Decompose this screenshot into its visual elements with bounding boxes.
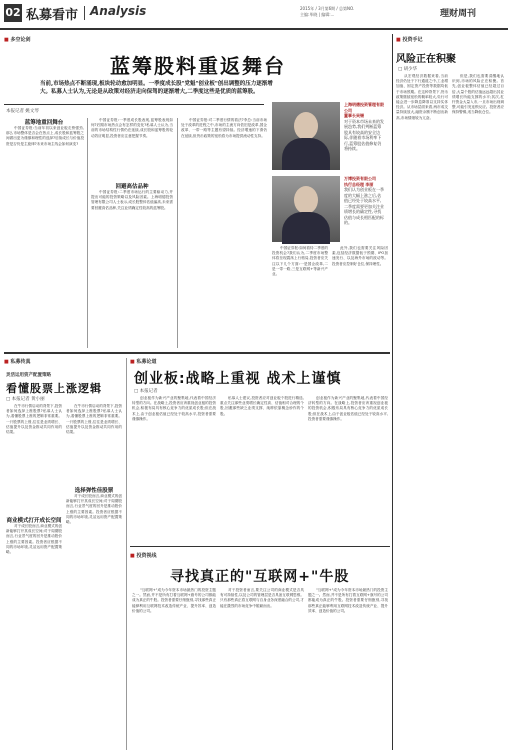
- bottom-middle-headline: 创业板:战略上重视 战术上谨慎: [134, 371, 342, 387]
- bottom-left-column-10-text: 在牛市行情启动的背景下,投资者如何选择上涨股票?私募人士认为,看懂股票上涨的逻辑非常重要。一只股票的上涨,往往是业绩增长、估值提升以及资金推动共同作用的结果。: [66, 404, 122, 435]
- issue-info: [300, 6, 354, 18]
- mid-column-5-text: 中国证券报:如何看待二季度的投资机会?我们认为,二季度市场整体将呈现震荡上行格局,投资者应关注以下几个方面:一是国企改革,二是一带一路,三是互联网+等新兴产业。: [272, 246, 328, 277]
- lead-rule: [4, 104, 264, 105]
- bottom-middle-column-11-text: 创业板作为新兴产业的聚集地,代表着中国经济转型的方向。在战略上,投资者应该重视创业板的投资机会,积极布局具有核心竞争力的优质成长股;但在战术上,由于创业板估值已经处于较高水平,投资者需要谨慎操作。: [132, 396, 216, 421]
- profile-caption-2: [276, 176, 384, 226]
- bottom-investing-column-14b: [308, 588, 388, 746]
- mid-column-5: [272, 246, 328, 348]
- lead-headline: 蓝筹股料重返舞台: [110, 54, 286, 78]
- section-rule: [4, 352, 390, 354]
- lead-column-3-text: 中国证券报:二季度市场运行的主要驱动力,并提出可能的投资策略以及风险因素。上海明德投资管理有限公司人士表示,成长股整体估值偏高,未来需要回避高估品种,关注业绩确定性较高的蓝筹股。: [91, 190, 173, 210]
- bottom-investing-column-14: [220, 588, 304, 746]
- lead-column-4: [181, 118, 267, 348]
- section-title-en: Analysis: [90, 4, 147, 18]
- bottom-investing-column-14-text: 对于投资者而言,要关注公司的商业模式是否具有可持续性,以及公司的管理层是否具备互联网思维。只有那些真正将互联网与自身业务深度融合的公司,才能在激烈的市场竞争中脱颖而出。: [220, 588, 304, 608]
- lead-column-1: [6, 126, 84, 348]
- bottom-left-byline: □ 本报记者 黄小丽: [6, 397, 45, 402]
- right-column-8-text: 但是,我们也需要清醒地认识到,市场的风险正在积聚。首先,创业板整体估值已经超过百倍,大量个股的估值远远超出其业绩增长所能支撑的水平;其次,杠杆资金大量入市,一旦市场出现调整,可能引发连锁反应。投资者应保持警惕,适当降低仓位。: [452, 74, 504, 115]
- column-divider: [177, 118, 178, 348]
- profile-quote-2: 我们认为创业板在一季度的大幅上涨之后,估值已经处于较高水平,二季度需要更加关注业绩增长的确定性,寻找估值与成长相匹配的标的。: [344, 187, 384, 225]
- bottom-left-column-9-text: 在牛市行情启动的背景下,投资者如何选择上涨股票?私募人士认为,看懂股票上涨的逻辑非常重要。一只股票的上涨,往往是业绩增长、估值提升以及资金推动共同作用的结果。: [6, 404, 62, 435]
- issue-info-line2: 主编:毕晓 | 编辑:...: [300, 12, 335, 17]
- profile-role-2: 执行总经理 李丽: [344, 181, 374, 187]
- bottom-investing-headline: 寻找真正的"互联网+"牛股: [170, 569, 350, 585]
- bottom-middle-tag: ■ 私募论道: [130, 358, 156, 365]
- right-column-7: [396, 74, 448, 746]
- right-byline: □ 胡少华: [398, 67, 418, 72]
- mid-column-6: [332, 246, 388, 348]
- bottom-middle-column-12: [220, 396, 304, 542]
- issue-info-line1: 2015年 / 3月第6期 / 总第NO.: [300, 6, 355, 11]
- lead-subhead-1: 蓝筹地重回舞台: [24, 120, 64, 126]
- bottom-left-column-10b-text: 对于成长股而言,商业模式的创新能够打开其成长空间;对于周期股而言,行业景气度的回升是推动股价上涨的主要因素。投资者应根据不同的市场环境,灵活运用资产配置策略。: [66, 494, 122, 525]
- bottom-middle-column-12b: [308, 396, 388, 542]
- bottom-middle-column-11: [132, 396, 216, 542]
- bottom-investing-column-13: [132, 588, 216, 746]
- bottom-left-column-10: [66, 404, 122, 482]
- profile-caption-1: [276, 102, 384, 152]
- profile-role-1: 董事长吴锡: [344, 113, 364, 118]
- bottom-left-subhead-2: 选择弹性佳股票: [74, 488, 114, 494]
- lead-column-2-text: 中国证券报:一季度成长股表现,蓝筹股表现如何?后期市场热点会有怎样的变化?私募人士认为,当前的市场结构性行情仍在延续,成长股和蓝筹股的轮动效应明显,投资者应注意把握节奏。: [91, 118, 173, 138]
- page-header: [0, 0, 508, 30]
- right-column-8: [452, 74, 504, 746]
- column-divider: [87, 118, 88, 348]
- section-title: 私募看市: [26, 8, 79, 23]
- page-number: 02: [4, 4, 22, 22]
- bottom-investing-column-14b-text: "互联网+"成为今年资本市场最热门的投资主题之一。然而,并不是所有打着互联网+旗号的公司都能成为真正的牛股。投资者需要仔细甄别,寻找那些真正能够利用互联网技术改造传统产业、提升效率、创造价值的公司。: [308, 588, 388, 613]
- bottom-middle-byline: □ 本报记者: [134, 389, 158, 394]
- lead-column-3: [91, 190, 173, 348]
- bottom-left-column-9b: [6, 524, 62, 746]
- section-rule: [130, 546, 390, 547]
- bottom-middle-column-12-text: 私募人士建议,投资者应对创业板个股进行精选,重点关注那些业绩增长确定性高、估值相对合理的个股,回避那些缺乏业绩支撑、纯粹依靠概念炒作的个股。: [220, 396, 304, 416]
- lead-column-1-text: 中国证券报:当前年初以来创业板走势强劲,那么市场整体是否会在热点上,成长股和蓝筹股之间做出更为谨慎和理性的选择?后续成长与价值投资是否仍是主旋律?未来市场主线会如何演变?: [6, 126, 84, 146]
- bottom-left-column-9b-text: 对于成长股而言,商业模式的创新能够打开其成长空间;对于周期股而言,行业景气度的回升是推动股价上涨的主要因素。投资者应根据不同的市场环境,灵活运用资产配置策略。: [6, 524, 62, 555]
- bottom-investing-column-13-text: "互联网+"成为今年资本市场最热门的投资主题之一。然而,并不是所有打着互联网+旗号的公司都能成为真正的牛股。投资者需要仔细甄别,寻找那些真正能够利用互联网技术改造传统产业、提升效率、创造价值的公司。: [132, 588, 216, 613]
- lead-tag: ■ 多空论剑: [4, 36, 30, 43]
- right-column-7-text: 从宏观经济数据来看,当前经济仍处于下行通道之中,工业增加值、固定资产投资等数据均低于市场预期。在这种背景下,货币政策继续宽松的概率较大,央行可能会进一步降息降准以支持实体经济。从市场层面来看,两市成交量持续放大,融资余额不断创出新高,市场情绪较为亢奋。: [396, 74, 448, 120]
- right-tag: ■ 投资手记: [396, 36, 422, 43]
- profile-company-1: 上海明德投资管理有限公司: [344, 102, 384, 113]
- bottom-left-subhead-1: 商业模式打开成长空间: [6, 518, 62, 524]
- paper-name: 理财周刊: [440, 9, 477, 19]
- lead-byline: 本报记者 姚文琴: [6, 109, 39, 114]
- bottom-left-column-9: [6, 404, 62, 512]
- section-divider: [84, 6, 85, 20]
- column-divider: [126, 358, 127, 750]
- lead-subhead-2: 回避高估品种: [115, 184, 149, 190]
- bottom-left-subtitle: 灵活运用资产配置策略: [6, 373, 51, 378]
- lead-summary: 当前,市场热点不断涌现,板块轮动愈加明显。一季度成长股"党魁"创业板"创出调整的压力逐渐增大。私募人士认为,无论是从政策对经济走向保驾的逐渐增大,二季度这些是优质的蓝筹股。: [40, 81, 273, 95]
- right-column-divider: [392, 34, 393, 750]
- bottom-left-column-10b: [66, 494, 122, 746]
- right-title: 风险正在积聚: [396, 54, 456, 65]
- profile-quote-1: 对于资本市场未来的发展趋势,我们判断蓝筹股具有较高的安全边际,伴随着市场利率下行,蓝筹股估值修复仍将持续。: [344, 118, 384, 151]
- profile-company-2: 万博投资有限公司: [344, 176, 376, 181]
- mid-column-6-text: 此外,我们也需要关注风险因素,包括经济数据低于预期、IPO加速发行、以及海外市场的波动等。投资者应控制好仓位,保持理性。: [332, 246, 388, 266]
- bottom-middle-column-12b-text: 创业板作为新兴产业的聚集地,代表着中国经济转型的方向。在战略上,投资者应该重视创业板的投资机会,积极布局具有核心竞争力的优质成长股;但在战术上,由于创业板估值已经处于较高水平,投资者需要谨慎操作。: [308, 396, 388, 421]
- bottom-investing-tag: ■ 投资视线: [130, 552, 156, 559]
- bottom-left-tag: ■ 私募传真: [4, 358, 30, 365]
- lead-column-4-text: 中国证券报:对二季度行情的看法?李总:当前市场处于改革的进程之中,市场的主流方向依旧是改革,国企改革、一带一路等主题有望持续。经济增速的下滑仍在延续,但货币政策的宽松将为市场提供流动性支持。: [181, 118, 267, 138]
- lead-column-2: [91, 118, 173, 176]
- bottom-left-headline: 看懂股票上涨逻辑: [6, 382, 102, 395]
